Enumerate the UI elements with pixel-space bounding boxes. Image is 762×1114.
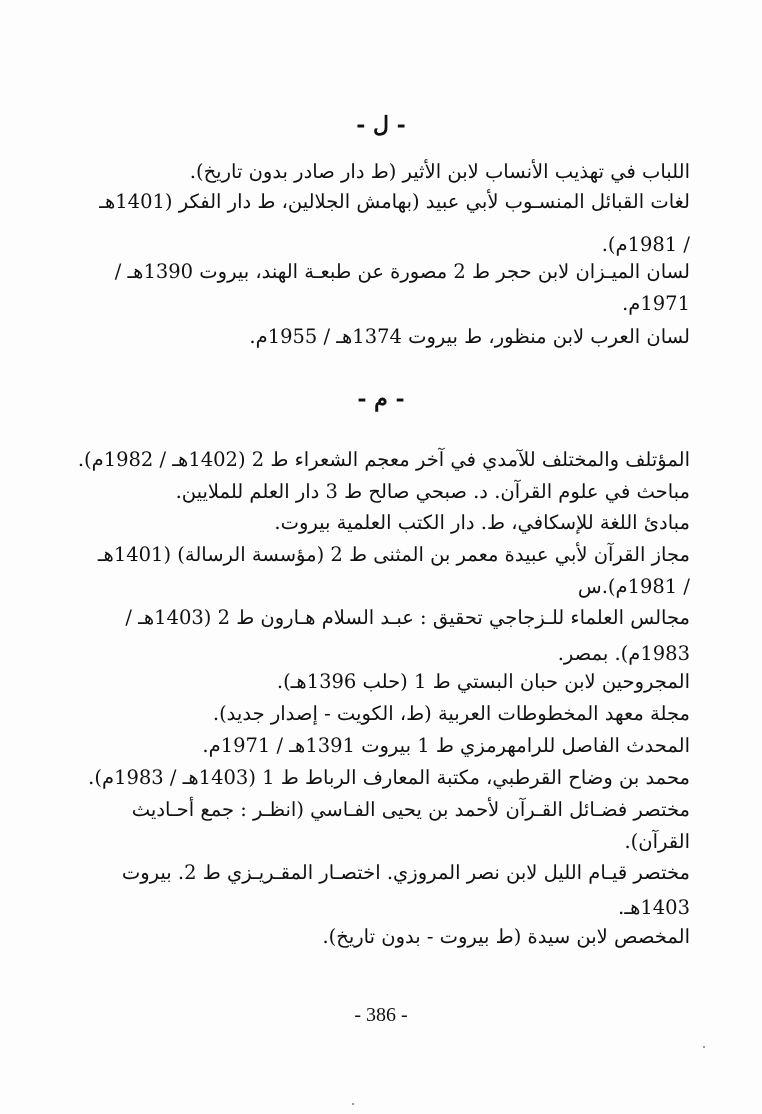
bibliography-entry: مختصر فضـائل القـرآن لأحمد بن يحيى الفـاسي (انظـر : جمع أحـاديث [131,798,690,821]
bibliography-entry: محمد بن وضاح القرطبي، مكتبة المعارف الرباط ط 1 (1403هـ / 1983م). [88,766,690,789]
bibliography-entry: المؤتلف والمختلف للآمدي في آخر معجم الشعراء ط 2 (1402هـ / 1982م). [77,448,690,471]
bibliography-entry-continuation: 1403هـ. [618,896,690,919]
scan-speck [352,1103,354,1105]
section-heading-lam: - ل - [356,112,406,138]
scan-speck [703,1046,705,1048]
bibliography-entry-continuation: 1971م. [622,292,690,315]
bibliography-entry: مجالس العلماء للـزجاجي تحقيق : عبـد السلام هـارون ط 2 (1403هـ / [125,606,690,629]
bibliography-entry: مجاز القرآن لأبي عبيدة معمر بن المثنى ط 2 (مؤسسة الرسالة) (1401هـ [97,543,690,566]
bibliography-entry-continuation: القرآن). [624,830,690,853]
section-heading-mim: - م - [357,386,405,412]
bibliography-entry-continuation: / 1981م).س [577,575,690,598]
bibliography-entry: مختصر قيـام الليل لابن نصر المروزي. اختصـار المقـريـزي ط 2. بيروت [121,861,690,884]
bibliography-entry-continuation: 1983م). بمصر. [557,642,690,665]
bibliography-entry: المجروحين لابن حبان البستي ط 1 (حلب 1396هـ). [276,670,690,693]
bibliography-entry: لغات القبائل المنسـوب لأبي عبيد (بهامش الجلالين، ط دار الفكر (1401هـ [99,190,690,213]
bibliography-entry: اللباب في تهذيب الأنساب لابن الأثير (ط دار صادر بدون تاريخ). [189,160,690,183]
bibliography-entry: مباحث في علوم القرآن. د. صبحي صالح ط 3 دار العلم للملايين. [175,480,690,503]
bibliography-entry: لسان العرب لابن منظور، ط بيروت 1374هـ / 1955م. [249,325,690,348]
bibliography-entry: مجلة معهد المخطوطات العربية (ط، الكويت - إصدار جديد). [212,702,690,725]
bibliography-entry-continuation: / 1981م). [601,233,690,256]
bibliography-entry: المحدث الفاصل للرامهرمزي ط 1 بيروت 1391هـ / 1971م. [202,734,690,757]
bibliography-entry: المخصص لابن سيدة (ط بيروت - بدون تاريخ). [322,925,690,948]
bibliography-entry: لسان الميـزان لابن حجر ط 2 مصورة عن طبعـة الهند، بيروت 1390هـ / [114,260,690,283]
page-number: - 386 - [354,1004,408,1026]
bibliography-entry: مبادئ اللغة للإسكافي، ط. دار الكتب العلمية بيروت. [274,511,690,534]
